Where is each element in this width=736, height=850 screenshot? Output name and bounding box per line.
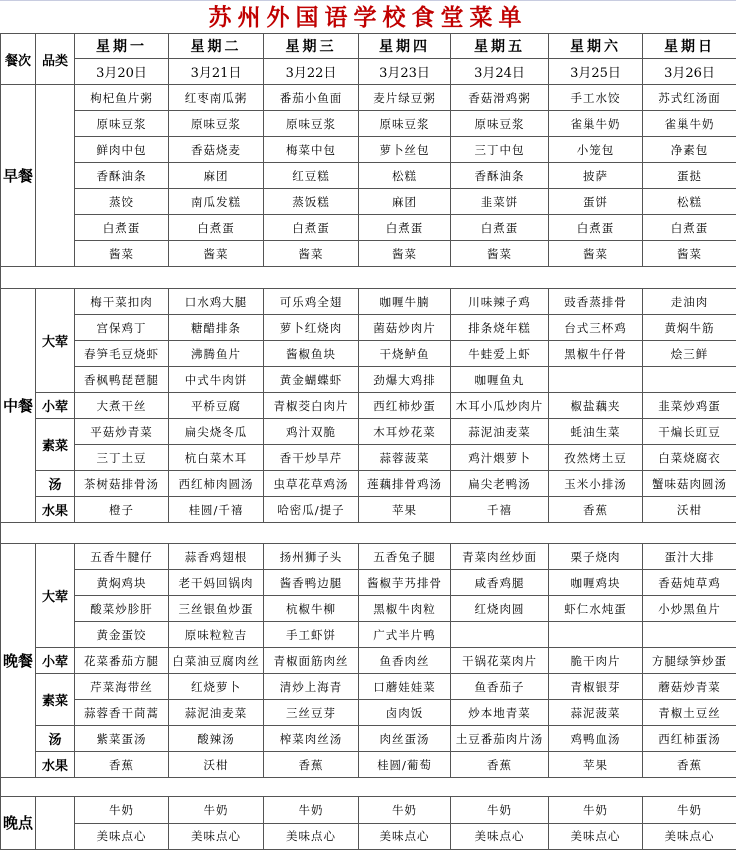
dish-cell: 平菇炒青菜 [75,419,169,445]
day-header: 星期二 [169,34,264,59]
dish-cell: 黄焖牛筋 [643,315,736,341]
menu-row [1,163,736,189]
dish-cell: 西红柿炒蛋 [359,393,451,419]
dish-cell: 哈密瓜/提子 [264,497,359,523]
dish-cell: 苹果 [549,752,643,778]
dish-cell: 方腿绿笋炒蛋 [643,648,736,674]
dish-cell: 红烧萝卜 [169,674,264,700]
dish-cell: 玉米小排汤 [549,471,643,497]
dish-cell: 酱菜 [75,241,169,267]
dish-cell: 香干炒旱芹 [264,445,359,471]
menu-row [1,622,736,648]
dish-cell: 香蕉 [451,752,549,778]
dish-cell: 平桥豆腐 [169,393,264,419]
dish-cell: 美味点心 [451,823,549,850]
dish-cell [643,622,736,648]
dish-cell: 排条烧年糕 [451,315,549,341]
menu-row [1,215,736,241]
date-header: 3月25日 [549,59,643,85]
category-label [36,797,75,850]
dish-cell: 白煮蛋 [451,215,549,241]
dish-cell: 蒜泥菠菜 [549,700,643,726]
menu-row [1,823,736,850]
menu-row [1,367,736,393]
dish-cell: 美味点心 [264,823,359,850]
dish-cell: 黄焖鸡块 [75,570,169,596]
dish-cell: 麦片绿豆粥 [359,85,451,111]
menu-row [1,674,736,700]
dish-cell: 烩三鲜 [643,341,736,367]
dish-cell: 台式三杯鸡 [549,315,643,341]
dish-cell: 鸡汁双脆 [264,419,359,445]
dish-cell: 蛋挞 [643,163,736,189]
dish-cell: 白煮蛋 [169,215,264,241]
dish-cell: 蒜蓉香干茼蒿 [75,700,169,726]
dish-cell: 大煮干丝 [75,393,169,419]
dish-cell: 椒盐藕夹 [549,393,643,419]
dish-cell: 春笋毛豆烧虾 [75,341,169,367]
dish-cell: 扁尖烧冬瓜 [169,419,264,445]
dish-cell: 脆干肉片 [549,648,643,674]
menu-row [1,289,736,315]
dish-cell: 原味粒粒吉 [169,622,264,648]
dish-cell: 鸡鸭血汤 [549,726,643,752]
dish-cell: 香菇滑鸡粥 [451,85,549,111]
dish-cell: 韭菜炒鸡蛋 [643,393,736,419]
dish-cell: 香蕉 [75,752,169,778]
dish-cell: 酱菜 [549,241,643,267]
menu-row [1,111,736,137]
menu-row [1,393,736,419]
dish-cell: 杭白菜木耳 [169,445,264,471]
dish-cell: 牛蛙爱上虾 [451,341,549,367]
dish-cell: 酱菜 [451,241,549,267]
dish-cell: 鲜肉中包 [75,137,169,163]
dish-cell: 蒸饺 [75,189,169,215]
dish-cell: 干烧鲈鱼 [359,341,451,367]
dish-cell: 酸菜炒胗肝 [75,596,169,622]
dish-cell: 鸡汁煨萝卜 [451,445,549,471]
dish-cell: 苹果 [359,497,451,523]
dish-cell: 西红柿蛋汤 [643,726,736,752]
dish-cell: 肉丝蛋汤 [359,726,451,752]
meal-label: 中餐 [1,289,36,523]
menu-body [1,34,736,850]
dish-cell: 咖喱牛腩 [359,289,451,315]
dish-cell: 五香兔子腿 [359,544,451,570]
dish-cell: 西红柿肉圆汤 [169,471,264,497]
dish-cell: 三丁中包 [451,137,549,163]
dish-cell: 红烧肉圆 [451,596,549,622]
menu-row [1,241,736,267]
dish-cell: 口蘑娃娃菜 [359,674,451,700]
dish-cell: 虫草花草鸡汤 [264,471,359,497]
dish-cell: 原味豆浆 [264,111,359,137]
dish-cell: 黄金蝴蝶虾 [264,367,359,393]
dish-cell: 沃柑 [169,752,264,778]
dish-cell: 土豆番茄肉片汤 [451,726,549,752]
dish-cell: 手工虾饼 [264,622,359,648]
dish-cell: 酱菜 [643,241,736,267]
date-header: 3月26日 [643,59,736,85]
date-header: 3月22日 [264,59,359,85]
dish-cell: 卤肉饭 [359,700,451,726]
dish-cell: 扬州狮子头 [264,544,359,570]
dish-cell: 酱菜 [264,241,359,267]
dish-cell: 原味豆浆 [359,111,451,137]
dish-cell: 桂圆/葡萄 [359,752,451,778]
dish-cell: 糖醋排条 [169,315,264,341]
dish-cell: 黑椒牛仔骨 [549,341,643,367]
dish-cell: 蛋饼 [549,189,643,215]
dish-cell [549,367,643,393]
dish-cell: 蛋汁大排 [643,544,736,570]
day-header: 星期三 [264,34,359,59]
dish-cell: 黑椒牛肉粒 [359,596,451,622]
menu-row [1,700,736,726]
category-label: 小荤 [36,393,75,419]
dish-cell: 芹菜海带丝 [75,674,169,700]
dish-cell: 原味豆浆 [451,111,549,137]
dish-cell: 雀巢牛奶 [643,111,736,137]
dish-cell: 广式半片鸭 [359,622,451,648]
dish-cell: 三丁土豆 [75,445,169,471]
dish-cell: 白菜油豆腐肉丝 [169,648,264,674]
day-header: 星期六 [549,34,643,59]
dish-cell: 枸杞鱼片粥 [75,85,169,111]
dish-cell: 蟹味菇肉圆汤 [643,471,736,497]
category-label: 汤 [36,471,75,497]
category-label: 水果 [36,497,75,523]
dish-cell: 三丝银鱼炒蛋 [169,596,264,622]
dish-cell: 披萨 [549,163,643,189]
dish-cell: 苏式红汤面 [643,85,736,111]
dish-cell [549,622,643,648]
dish-cell: 木耳小瓜炒肉片 [451,393,549,419]
dish-cell: 美味点心 [643,823,736,850]
dish-cell: 咖喱鸡块 [549,570,643,596]
menu-row [1,726,736,752]
dish-cell: 香枫鸭琵琶腿 [75,367,169,393]
dish-cell: 清炒上海青 [264,674,359,700]
dish-cell: 扁尖老鸭汤 [451,471,549,497]
dish-cell: 红豆糕 [264,163,359,189]
dish-cell: 小炒黑鱼片 [643,596,736,622]
date-header-row [1,59,736,85]
dish-cell: 老干妈回锅肉 [169,570,264,596]
dish-cell [451,622,549,648]
menu-row [1,648,736,674]
day-header: 星期五 [451,34,549,59]
day-header-row [1,34,736,59]
dish-cell: 酱椒鱼块 [264,341,359,367]
dish-cell: 香酥油条 [75,163,169,189]
dish-cell: 美味点心 [359,823,451,850]
dish-cell: 鱼香茄子 [451,674,549,700]
dish-cell: 咸香鸡腿 [451,570,549,596]
dish-cell: 咖喱鱼丸 [451,367,549,393]
dish-cell: 松糕 [643,189,736,215]
dish-cell: 鱼香肉丝 [359,648,451,674]
dish-cell: 香蕉 [549,497,643,523]
dish-cell: 雀巢牛奶 [549,111,643,137]
dish-cell: 酱椒芋艿排骨 [359,570,451,596]
menu-row [1,137,736,163]
dish-cell: 牛奶 [169,797,264,824]
dish-cell: 桂圆/千禧 [169,497,264,523]
dish-cell: 白煮蛋 [643,215,736,241]
dish-cell: 蒜蓉菠菜 [359,445,451,471]
dish-cell: 萝卜红烧肉 [264,315,359,341]
dish-cell: 酱香鸭边腿 [264,570,359,596]
dish-cell: 走油肉 [643,289,736,315]
dish-cell: 干锅花菜肉片 [451,648,549,674]
dish-cell: 蒸饭糕 [264,189,359,215]
meal-label: 早餐 [1,85,36,267]
dish-cell: 千禧 [451,497,549,523]
dish-cell: 美味点心 [169,823,264,850]
dish-cell: 净素包 [643,137,736,163]
menu-row [1,797,736,824]
dish-cell: 酸辣汤 [169,726,264,752]
dish-cell: 青菜肉丝炒面 [451,544,549,570]
date-header: 3月24日 [451,59,549,85]
dish-cell: 木耳炒花菜 [359,419,451,445]
dish-cell: 白煮蛋 [264,215,359,241]
day-header: 星期日 [643,34,736,59]
menu-row [1,445,736,471]
category-label: 水果 [36,752,75,778]
menu-row [1,85,736,111]
dish-cell: 可乐鸡全翅 [264,289,359,315]
dish-cell: 花菜番茄方腿 [75,648,169,674]
category-label: 大荤 [36,544,75,648]
spacer-row [1,778,736,797]
dish-cell: 牛奶 [451,797,549,824]
dish-cell: 牛奶 [549,797,643,824]
dish-cell: 中式牛肉饼 [169,367,264,393]
dish-cell: 豉香蒸排骨 [549,289,643,315]
menu-title: 苏州外国语学校食堂菜单 [0,0,736,33]
dish-cell: 麻团 [169,163,264,189]
menu-row [1,419,736,445]
dish-cell: 香酥油条 [451,163,549,189]
date-header: 3月23日 [359,59,451,85]
dish-cell: 口水鸡大腿 [169,289,264,315]
dish-cell: 松糕 [359,163,451,189]
category-label: 汤 [36,726,75,752]
dish-cell: 橙子 [75,497,169,523]
dish-cell: 蚝油生菜 [549,419,643,445]
menu-row [1,497,736,523]
dish-cell: 酱菜 [359,241,451,267]
category-label: 大荤 [36,289,75,393]
dish-cell: 青椒土豆丝 [643,700,736,726]
dish-cell: 青椒银芽 [549,674,643,700]
dish-cell: 白煮蛋 [75,215,169,241]
dish-cell: 栗子烧肉 [549,544,643,570]
category-label: 素菜 [36,674,75,726]
dish-cell: 炒本地青菜 [451,700,549,726]
dish-cell: 杭椒牛柳 [264,596,359,622]
dish-cell: 牛奶 [264,797,359,824]
spacer-row [1,523,736,544]
date-header: 3月21日 [169,59,264,85]
meal-label: 晚点 [1,797,36,850]
dish-cell: 美味点心 [549,823,643,850]
dish-cell: 蒜泥油麦菜 [169,700,264,726]
dish-cell: 三丝豆芽 [264,700,359,726]
dish-cell: 萝卜丝包 [359,137,451,163]
dish-cell: 原味豆浆 [169,111,264,137]
spacer-cell [1,523,736,544]
dish-cell: 白煮蛋 [359,215,451,241]
dish-cell: 茶树菇排骨汤 [75,471,169,497]
date-header: 3月20日 [75,59,169,85]
dish-cell: 番茄小鱼面 [264,85,359,111]
dish-cell: 莲藕排骨鸡汤 [359,471,451,497]
dish-cell: 黄金蛋饺 [75,622,169,648]
dish-cell: 五香牛腱仔 [75,544,169,570]
dish-cell: 原味豆浆 [75,111,169,137]
category-label: 小荤 [36,648,75,674]
day-header: 星期一 [75,34,169,59]
dish-cell: 沸腾鱼片 [169,341,264,367]
menu-row [1,341,736,367]
menu-table [0,33,736,850]
dish-cell: 牛奶 [643,797,736,824]
menu-row [1,752,736,778]
dish-cell: 香蕉 [264,752,359,778]
category-header: 品类 [36,34,75,85]
spacer-row [1,267,736,289]
meal-header: 餐次 [1,34,36,85]
dish-cell: 小笼包 [549,137,643,163]
dish-cell: 劲爆大鸡排 [359,367,451,393]
menu-row [1,189,736,215]
dish-cell: 青椒茭白肉片 [264,393,359,419]
dish-cell: 白煮蛋 [549,215,643,241]
dish-cell: 宫保鸡丁 [75,315,169,341]
dish-cell: 香菇炖草鸡 [643,570,736,596]
dish-cell: 蒜泥油麦菜 [451,419,549,445]
dish-cell: 香菇烧麦 [169,137,264,163]
day-header: 星期四 [359,34,451,59]
dish-cell: 牛奶 [75,797,169,824]
dish-cell [643,367,736,393]
dish-cell: 紫菜蛋汤 [75,726,169,752]
dish-cell: 南瓜发糕 [169,189,264,215]
dish-cell: 白菜烧腐衣 [643,445,736,471]
dish-cell: 麻团 [359,189,451,215]
dish-cell: 手工水饺 [549,85,643,111]
meal-label: 晚餐 [1,544,36,778]
dish-cell: 美味点心 [75,823,169,850]
dish-cell: 蘑菇炒青菜 [643,674,736,700]
spacer-cell [1,778,736,797]
menu-row [1,570,736,596]
dish-cell: 牛奶 [359,797,451,824]
dish-cell: 青椒面筋肉丝 [264,648,359,674]
dish-cell: 孜然烤土豆 [549,445,643,471]
category-label: 素菜 [36,419,75,471]
dish-cell: 酱菜 [169,241,264,267]
dish-cell: 沃柑 [643,497,736,523]
category-label [36,85,75,267]
dish-cell: 虾仁水炖蛋 [549,596,643,622]
menu-row [1,596,736,622]
dish-cell: 梅菜中包 [264,137,359,163]
dish-cell: 菌菇炒肉片 [359,315,451,341]
dish-cell: 蒜香鸡翅根 [169,544,264,570]
menu-row [1,544,736,570]
menu-row [1,471,736,497]
dish-cell: 梅干菜扣肉 [75,289,169,315]
spacer-cell [1,267,736,289]
dish-cell: 香蕉 [643,752,736,778]
dish-cell: 韭菜饼 [451,189,549,215]
dish-cell: 红枣南瓜粥 [169,85,264,111]
dish-cell: 干煸长豇豆 [643,419,736,445]
menu-row [1,315,736,341]
dish-cell: 川味辣子鸡 [451,289,549,315]
dish-cell: 榨菜肉丝汤 [264,726,359,752]
